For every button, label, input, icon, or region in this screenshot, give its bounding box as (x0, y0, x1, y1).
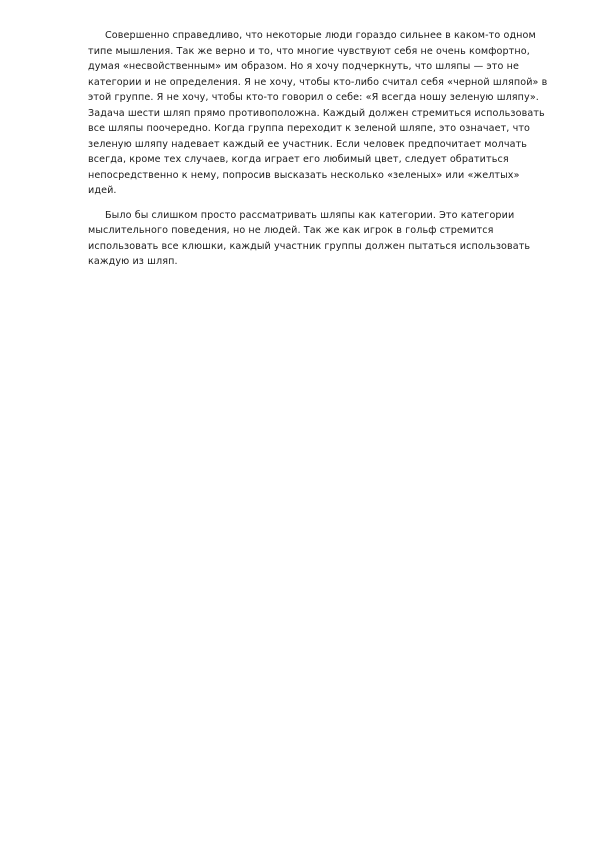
document-body (88, 28, 550, 270)
paragraph-2: Было бы слишком просто рассматривать шляпы как категории. Это категории мыслительного поведения, но не людей. Так же как игрок в гольф стремится использовать все клюшки, каждый участник группы должен пытаться использовать каждую из шляп. (88, 209, 531, 267)
paragraph-1: Совершенно справедливо, что некоторые люди гораздо сильнее в каком-то одном типе мышления. Так же верно и то, что многие чувствуют себя не очень комфортно, думая «несвойственным» им образом. Но я хочу подчеркнуть, что шляпы — это не категории и не определения. Я не хочу, чтобы кто-либо считал себя «черной шляпой» в этой группе. Я не хочу, чтобы кто-то говорил о себе: «Я всегда ношу зеленую шляпу». Задача шести шляп прямо противоположна. Каждый должен стремиться использовать все шляпы поочередно. Когда группа переходит к зеленой шляпе, это означает, что зеленую шляпу надевает каждый ее участник. Если человек предпочитает молчать всегда, кроме тех случаев, когда играет его любимый цвет, следует обратиться непосредственно к нему, попросив высказать несколько «зеленых» или «желтых» идей. (88, 30, 548, 196)
